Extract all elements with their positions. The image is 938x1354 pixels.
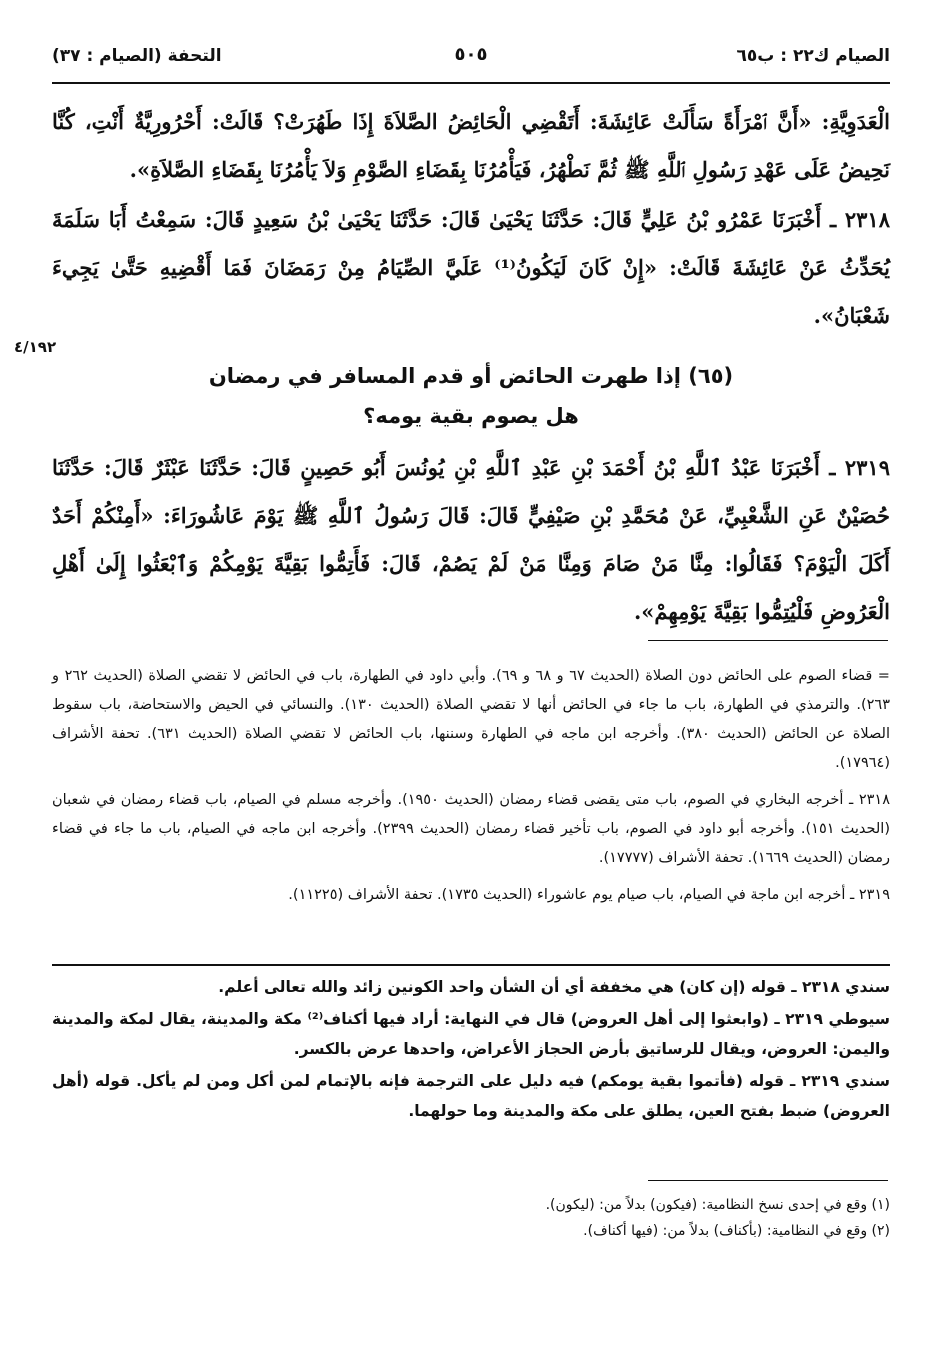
page-header: [52, 40, 890, 80]
section-heading: [52, 356, 890, 436]
section-heading-line-2: هل يصوم بقية يومه؟: [363, 404, 579, 428]
commentary-sindi-2318: سندي ٢٣١٨ ـ قوله (إن كان) هي مخففة أي أن الشأن واحد الكونين زائد والله تعالى أعلم.: [218, 978, 890, 996]
commentary-suyuti-2319: سيوطي ٢٣١٩ ـ (وابعثوا إلى أهل العروض) قال في النهاية: أراد فيها أكناف⁽²⁾ مكة والمدينة، يقال لمكة والمدينة واليمن: العروض، ويقال للرساتيق بأرض الحجاز الأعراض، واحدها عرض بالكسر.: [52, 1010, 891, 1058]
takhrij-notes: [52, 662, 890, 910]
header-chapter-ref: الصيام ك٢٢ : ب٦٥: [736, 46, 890, 66]
commentary-divider: [52, 964, 890, 966]
note-2318: ٢٣١٨ ـ أخرجه البخاري في الصوم، باب متى يقضى قضاء رمضان (الحديث ١٩٥٠). وأخرجه مسلم في الصيام، باب قضاء رمضان في شعبان (الحديث ١٥١). وأخرجه أبو داود في الصوم، باب تأخير قضاء رمضان (الحديث ٢٣٩٩). وأخرجه ابن ماجه في الصيام، باب ما جاء في قضاء رمضان (الحديث ١٦٦٩). تحفة الأشراف (١٧٧٧٧).: [52, 792, 890, 866]
commentary-section: [52, 972, 890, 1126]
commentary-sindi-2319: سندي ٢٣١٩ ـ قوله (فأتموا بقية يومكم) فيه دليل على الترجمة فإنه بالإتمام لمن أكل ومن لم يأكل. قوله (أهل العروض) ضبط بفتح العين، يطلق على مكة والمدينة وما حولهما.: [52, 1072, 890, 1120]
footnotes-divider: [648, 1180, 888, 1181]
note-2319: ٢٣١٩ ـ أخرجه ابن ماجة في الصيام، باب صيام يوم عاشوراء (الحديث ١٧٣٥). تحفة الأشراف (١١٢٢٥).: [288, 887, 890, 903]
footnotes: [52, 1192, 890, 1244]
notes-divider: [648, 640, 888, 641]
note-continuation: = قضاء الصوم على الحائض دون الصلاة (الحديث ٦٧ و ٦٨ و ٦٩). وأبي داود في الطهارة، باب في الحائض لا تقضي الصلاة (الحديث ٢٦٢ و ٢٦٣). والترمذي في الطهارة، باب ما جاء في الحائض أنها لا تقضي الصلاة (الحديث ١٣٠). والنسائي في الحيض والاستحاضة، باب سقوط الصلاة عن الحائض (الحديث ٣٨٠). وأخرجه ابن ماجه في الطهارة وسننها، باب الحائض لا تقضي الصلاة (الحديث ٦٣١). تحفة الأشراف (١٧٩٦٤).: [52, 668, 890, 771]
header-tuhfa-ref: التحفة (الصيام : ٣٧): [52, 46, 222, 66]
header-divider: [52, 82, 890, 84]
hadith-2319: ٢٣١٩ ـ أَخْبَرَنَا عَبْدُ ٱللَّهِ بْنُ أَحْمَدَ بْنِ عَبْدِ ٱللَّهِ بْنِ يُونُسَ أَبُو حَصِينٍ قَالَ: حَدَّثَنَا عَبْثَرٌ قَالَ: حَدَّثَنَا حُصَيْنٌ عَنِ الشَّعْبِيِّ، عَنْ مُحَمَّدِ بْنِ صَيْفِيٍّ قَالَ: قَالَ رَسُولُ ٱللَّهِ ﷺ يَوْمَ عَاشُورَاءَ: «أَمِنْكُمْ أَحَدٌ أَكَلَ الْيَوْمَ؟ فَقَالُوا: مِنَّا مَنْ صَامَ وَمِنَّا مَنْ لَمْ يَصُمْ، قَالَ: فَأَتِمُّوا بَقِيَّةَ يَوْمِكُمْ وَٱبْعَثُوا إِلَىٰ أَهْلِ الْعَرُوضِ فَلْيُتِمُّوا بَقِيَّةَ يَوْمِهِمْ».: [52, 455, 890, 624]
hadith-continuation: الْعَدَوِيَّةِ: «أَنَّ ٱمْرَأَةً سَأَلَتْ عَائِشَةَ: أَتَقْضِي الْحَائِضُ الصَّلاَةَ إِذَا طَهُرَتْ؟ قَالَتْ: أَحْرُورِيَّةٌ أَنْتِ، كُنَّا نَحِيضُ عَلَى عَهْدِ رَسُولِ ٱللَّهِ ﷺ ثُمَّ نَطْهُرُ، فَيَأْمُرُنَا بِقَضَاءِ الصَّوْمِ وَلاَ يَأْمُرُنَا بِقَضَاءِ الصَّلاَةِ».: [52, 109, 890, 182]
hadith-2318: ٢٣١٨ ـ أَخْبَرَنَا عَمْرُو بْنُ عَلِيٍّ قَالَ: حَدَّثَنَا يَحْيَىٰ قَالَ: حَدَّثَنَا يَحْيَىٰ بْنُ سَعِيدٍ قَالَ: سَمِعْتُ أَبَا سَلَمَةَ يُحَدِّثُ عَنْ عَائِشَةَ قَالَتْ: «إِنْ كَانَ لَيَكُونُ⁽¹⁾ عَلَيَّ الصِّيَامُ مِنْ رَمَضَانَ فَمَا أَقْضِيهِ حَتَّىٰ يَجِيءَ شَعْبَانُ».: [52, 207, 890, 328]
section-heading-line-1: (٦٥) إذا طهرت الحائض أو قدم المسافر في رمضان: [208, 364, 734, 388]
margin-volume-ref: ٤/١٩٢: [14, 338, 57, 356]
footnote-2: (٢) وقع في النظامية: (بأكناف) بدلاً من: (فيها أكناف).: [583, 1223, 890, 1239]
page-number: ٥٠٥: [454, 44, 488, 65]
main-text: [52, 98, 890, 636]
footnote-1: (١) وقع في إحدى نسخ النظامية: (فيكون) بدلاً من: (ليكون).: [545, 1197, 890, 1213]
